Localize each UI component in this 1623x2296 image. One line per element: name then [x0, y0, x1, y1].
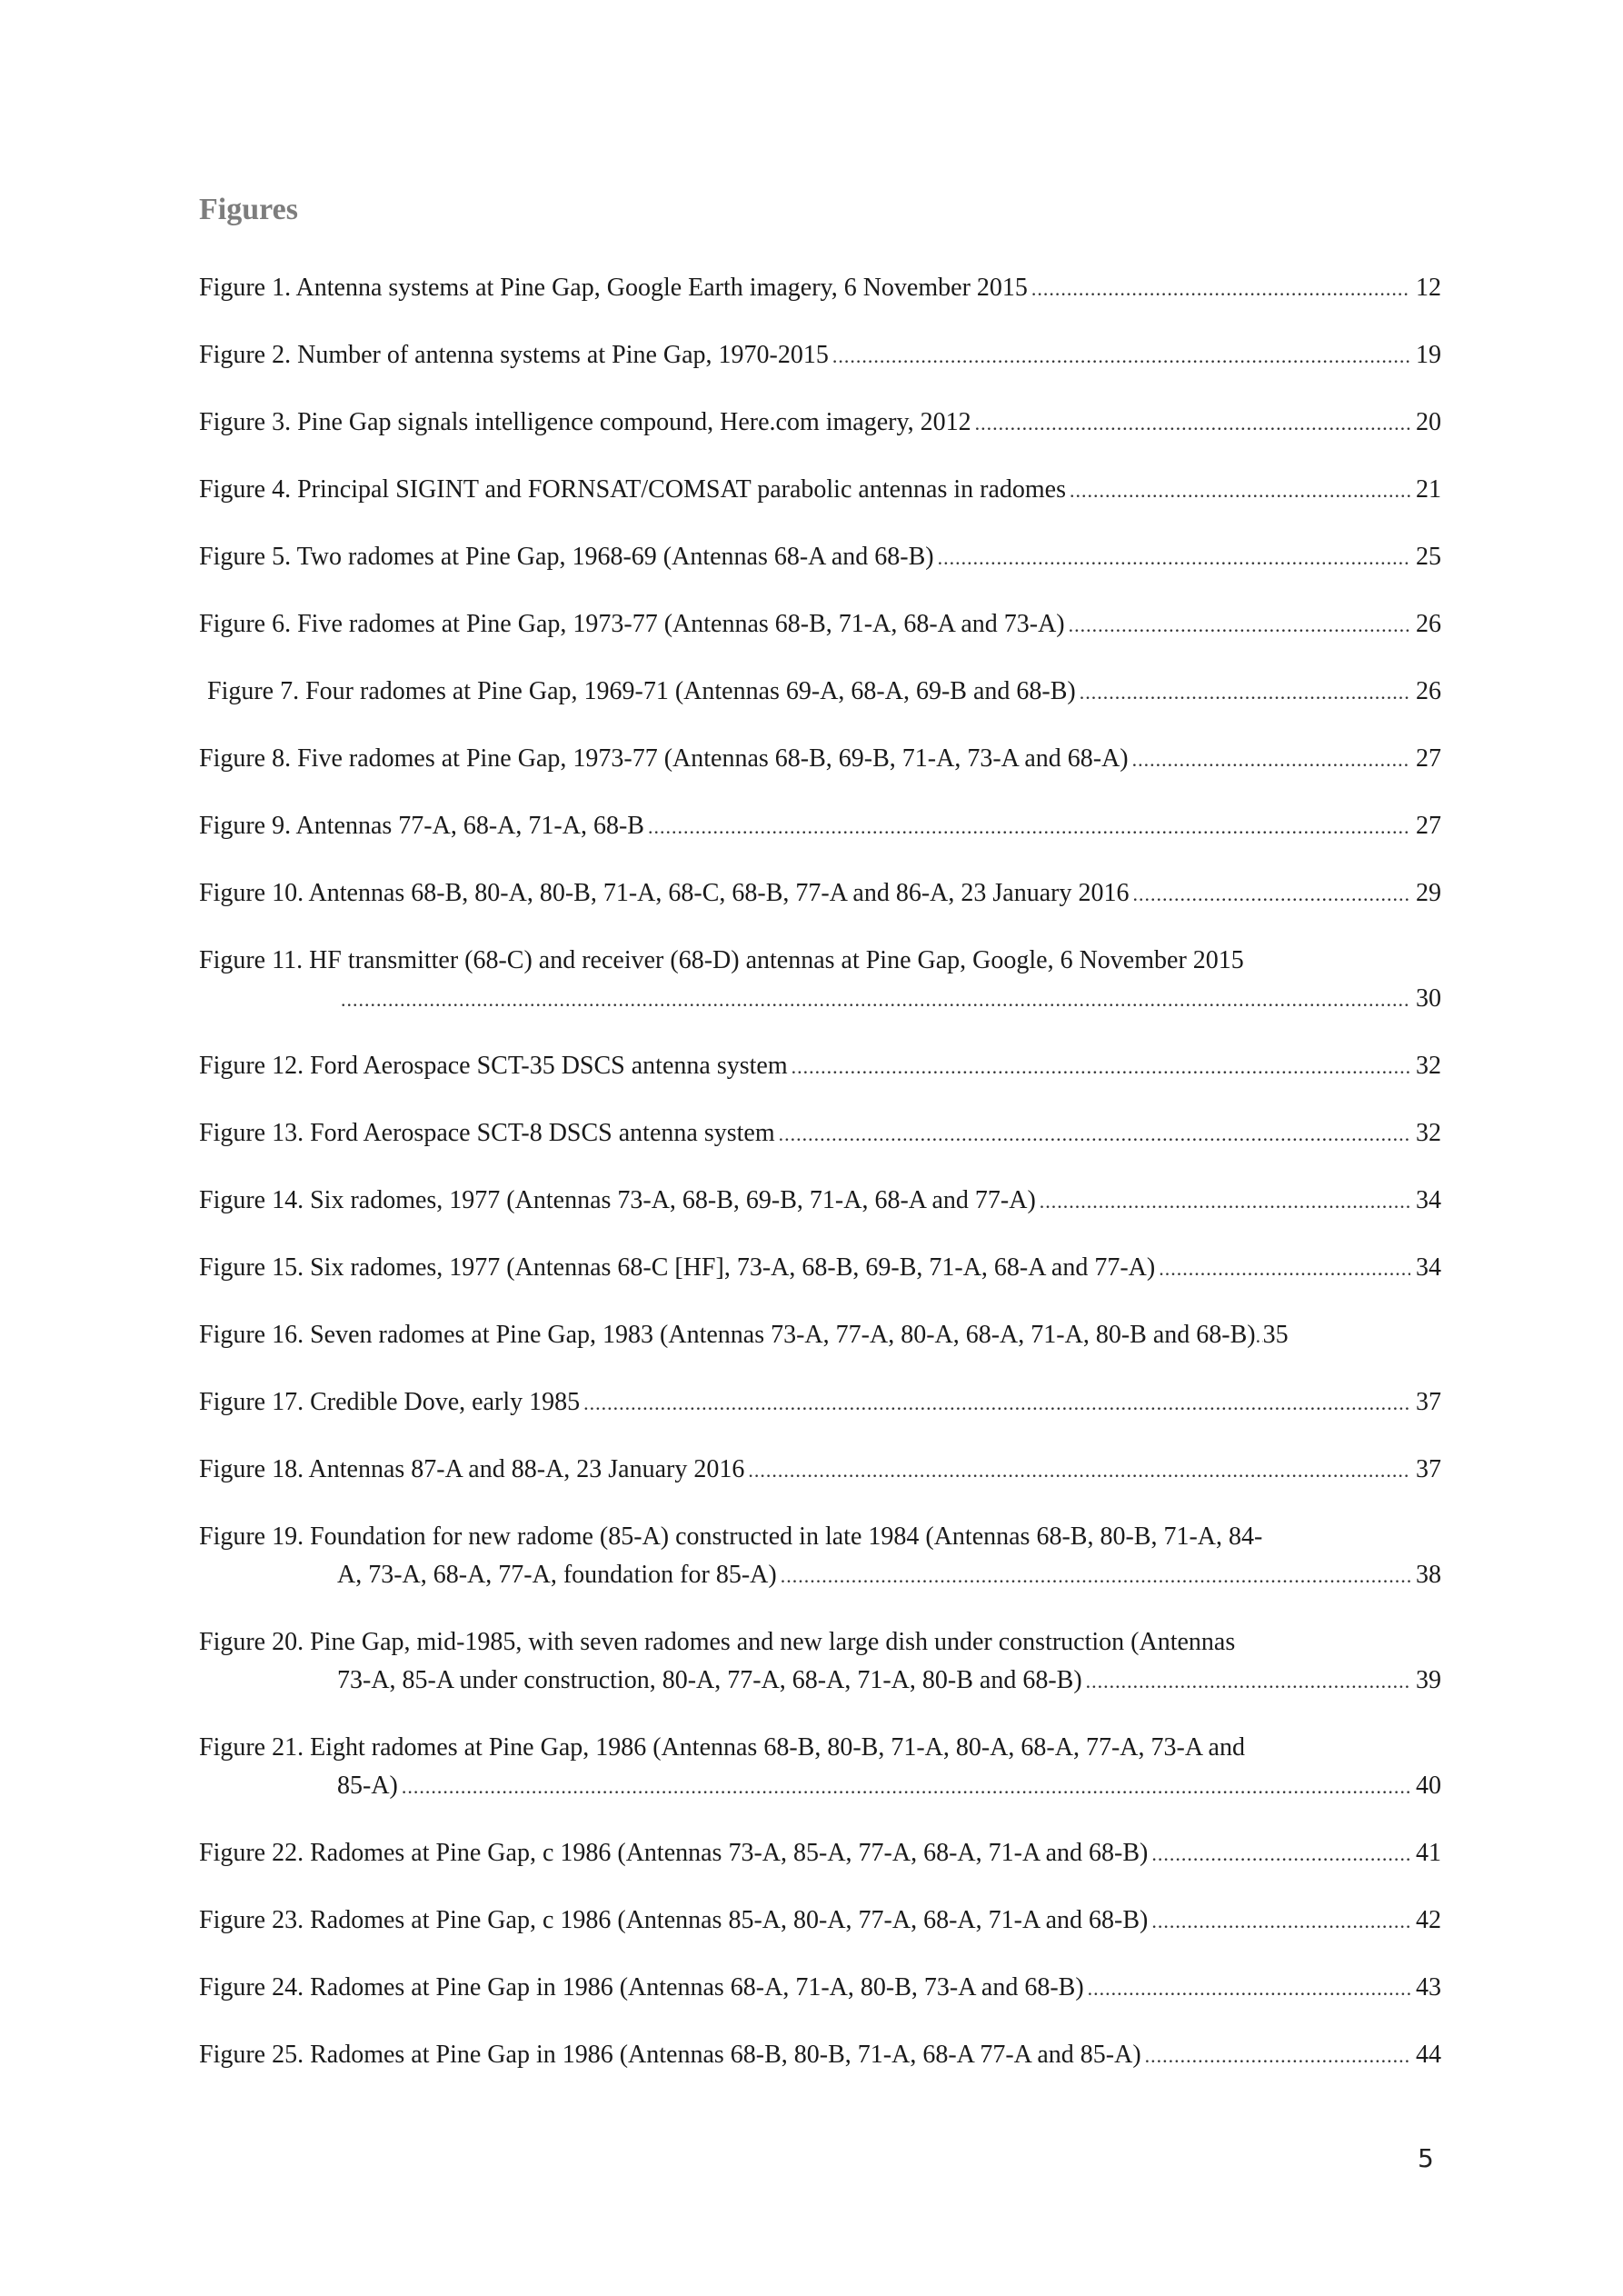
dot-leader: [1069, 606, 1410, 644]
toc-entry[interactable]: [199, 1451, 1441, 1490]
toc-entry-page: 38: [1416, 1561, 1441, 1589]
toc-entry-page: 20: [1416, 408, 1441, 436]
toc-entry[interactable]: [199, 1047, 1441, 1086]
dot-leader: [1031, 270, 1410, 308]
toc-entry-title: Figure 3. Pine Gap signals intelligence compound, Here.com imagery, 2012: [199, 408, 971, 436]
toc-entry[interactable]: [199, 336, 1441, 375]
toc-entry[interactable]: [199, 1316, 1441, 1355]
toc-entry-title: Figure 23. Radomes at Pine Gap, c 1986 (Antennas 85-A, 80-A, 77-A, 68-A, 71-A and 68-B): [199, 1906, 1149, 1934]
toc-entry-page: 19: [1416, 341, 1441, 369]
toc-entry-page: 27: [1416, 812, 1441, 840]
dot-leader: [583, 1384, 1410, 1423]
toc-entry-page: 27: [1416, 744, 1441, 773]
toc-entry[interactable]: [199, 1902, 1441, 1941]
toc-entry-title: Figure 5. Two radomes at Pine Gap, 1968-69 (Antennas 68-A and 68-B): [199, 543, 934, 571]
toc-entry-title: Figure 19. Foundation for new radome (85-A) constructed in late 1984 (Antennas 68-B, 80-B, 71-A, 84-: [199, 1522, 1263, 1551]
toc-entry[interactable]: [199, 1249, 1441, 1288]
dot-leader: [832, 337, 1410, 375]
toc-entry-title: Figure 17. Credible Dove, early 1985: [199, 1388, 581, 1416]
toc-entry-title-continued: 73-A, 85-A under construction, 80-A, 77-A, 68-A, 71-A, 80-B and 68-B): [337, 1666, 1082, 1694]
toc-entry[interactable]: [199, 1969, 1441, 2008]
toc-entry[interactable]: [199, 1729, 1441, 1806]
page-number: 5: [1418, 2143, 1434, 2173]
dot-leader: [1145, 2037, 1410, 2075]
dot-leader: [341, 981, 1410, 1019]
dot-leader: [1151, 1835, 1410, 1873]
toc-entry-title: Figure 10. Antennas 68-B, 80-A, 80-B, 71-A, 68-C, 68-B, 77-A and 86-A, 23 January 2016: [199, 879, 1130, 907]
dot-leader: [792, 1048, 1410, 1086]
toc-entry-title: Figure 9. Antennas 77-A, 68-A, 71-A, 68-B: [199, 812, 644, 840]
dot-leader: [1132, 875, 1410, 913]
toc-entry[interactable]: [199, 605, 1441, 644]
dot-leader: [648, 808, 1410, 846]
toc-entry-title: Figure 18. Antennas 87-A and 88-A, 23 January 2016: [199, 1455, 745, 1483]
toc-entry[interactable]: [199, 1834, 1441, 1873]
toc-entry-page: 34: [1416, 1253, 1441, 1282]
toc-entry[interactable]: [199, 740, 1441, 779]
toc-entry-page: 43: [1416, 1973, 1441, 2002]
toc-entry[interactable]: [199, 874, 1441, 913]
dot-leader: [1159, 1250, 1410, 1288]
toc-entry-page: 40: [1416, 1772, 1441, 1800]
toc-entry-page: 30: [1416, 984, 1441, 1013]
dot-leader: [1132, 741, 1410, 779]
dot-leader: [1040, 1183, 1410, 1221]
toc-entry[interactable]: [199, 269, 1441, 308]
dot-leader: [779, 1115, 1410, 1153]
dot-leader: [975, 404, 1410, 443]
toc-entry-page: 25: [1416, 543, 1441, 571]
dot-leader: [748, 1452, 1410, 1490]
toc-entry-title: Figure 24. Radomes at Pine Gap in 1986 (Antennas 68-A, 71-A, 80-B, 73-A and 68-B): [199, 1973, 1084, 2002]
toc-entry-title: Figure 25. Radomes at Pine Gap in 1986 (Antennas 68-B, 80-B, 71-A, 68-A 77-A and 85-A): [199, 2041, 1141, 2069]
toc-entry-page: 12: [1416, 274, 1441, 302]
section-heading: Figures: [199, 193, 298, 226]
toc-entry-title: Figure 15. Six radomes, 1977 (Antennas 68-C [HF], 73-A, 68-B, 69-B, 71-A, 68-A and 77-A): [199, 1253, 1156, 1282]
toc-entry-page: 44: [1416, 2041, 1441, 2069]
dot-leader: [1088, 1970, 1410, 2008]
toc-entry-title: Figure 11. HF transmitter (68-C) and receiver (68-D) antennas at Pine Gap, Google, 6 November 2015: [199, 946, 1244, 974]
toc-entry-page: 39: [1416, 1666, 1441, 1694]
toc-entry-page: 32: [1416, 1119, 1441, 1147]
dot-leader: [1151, 1902, 1410, 1941]
toc-entry[interactable]: [199, 538, 1441, 577]
toc-entry[interactable]: [199, 1518, 1441, 1595]
toc-entry-page: 42: [1416, 1906, 1441, 1934]
toc-entry-title: Figure 16. Seven radomes at Pine Gap, 1983 (Antennas 73-A, 77-A, 80-A, 68-A, 71-A, 80-B and 68-B): [199, 1321, 1256, 1349]
toc-entry[interactable]: [199, 1114, 1441, 1153]
dot-leader: [781, 1557, 1410, 1595]
toc-entry-title: Figure 4. Principal SIGINT and FORNSAT/COMSAT parabolic antennas in radomes: [199, 475, 1066, 504]
dot-leader: [1086, 1662, 1410, 1701]
dot-leader: [1256, 1317, 1263, 1355]
toc-entry[interactable]: [199, 404, 1441, 443]
toc-entry[interactable]: [199, 673, 1441, 712]
toc-entry[interactable]: [199, 1383, 1441, 1423]
toc-entry-title: Figure 2. Number of antenna systems at Pine Gap, 1970-2015: [199, 341, 829, 369]
toc-entry-page: 37: [1416, 1388, 1441, 1416]
toc-entry-page: 29: [1416, 879, 1441, 907]
toc-entry[interactable]: [199, 807, 1441, 846]
toc-entry-page: 41: [1416, 1839, 1441, 1867]
toc-entry-page: 26: [1416, 677, 1441, 705]
dot-leader: [1080, 674, 1410, 712]
dot-leader: [1070, 472, 1410, 510]
toc-entry-title: Figure 6. Five radomes at Pine Gap, 1973-77 (Antennas 68-B, 71-A, 68-A and 73-A): [199, 610, 1065, 638]
toc-entry-page: 35: [1262, 1321, 1289, 1349]
dot-leader: [938, 539, 1410, 577]
toc-entry-page: 21: [1416, 475, 1441, 504]
toc-entry-title: Figure 7. Four radomes at Pine Gap, 1969-71 (Antennas 69-A, 68-A, 69-B and 68-B): [207, 677, 1076, 705]
toc-entry[interactable]: [199, 1623, 1441, 1701]
toc-entry[interactable]: [199, 2036, 1441, 2075]
toc-entry-title: Figure 12. Ford Aerospace SCT-35 DSCS antenna system: [199, 1052, 788, 1080]
toc-entry-page: 34: [1416, 1186, 1441, 1214]
toc-entry-title: Figure 22. Radomes at Pine Gap, c 1986 (Antennas 73-A, 85-A, 77-A, 68-A, 71-A and 68-B): [199, 1839, 1149, 1867]
toc-entry-page: 26: [1416, 610, 1441, 638]
toc-entry[interactable]: [199, 1182, 1441, 1221]
toc-entry-page: 32: [1416, 1052, 1441, 1080]
toc-entry[interactable]: [199, 942, 1441, 1019]
list-of-figures: [199, 269, 1441, 2103]
toc-entry-title: Figure 1. Antenna systems at Pine Gap, Google Earth imagery, 6 November 2015: [199, 274, 1028, 302]
toc-entry-page: 37: [1416, 1455, 1441, 1483]
toc-entry-title-continued: A, 73-A, 68-A, 77-A, foundation for 85-A): [337, 1561, 777, 1589]
dot-leader: [402, 1768, 1410, 1806]
toc-entry-title: Figure 20. Pine Gap, mid-1985, with seven radomes and new large dish under construction (Antennas: [199, 1628, 1236, 1656]
toc-entry-title: Figure 21. Eight radomes at Pine Gap, 1986 (Antennas 68-B, 80-B, 71-A, 80-A, 68-A, 77-A, 73-A and: [199, 1733, 1245, 1762]
toc-entry-title: Figure 8. Five radomes at Pine Gap, 1973-77 (Antennas 68-B, 69-B, 71-A, 73-A and 68-A): [199, 744, 1129, 773]
toc-entry-title: Figure 14. Six radomes, 1977 (Antennas 73-A, 68-B, 69-B, 71-A, 68-A and 77-A): [199, 1186, 1036, 1214]
toc-entry-title: Figure 13. Ford Aerospace SCT-8 DSCS antenna system: [199, 1119, 775, 1147]
toc-entry-title-continued: 85-A): [337, 1772, 398, 1800]
toc-entry[interactable]: [199, 471, 1441, 510]
